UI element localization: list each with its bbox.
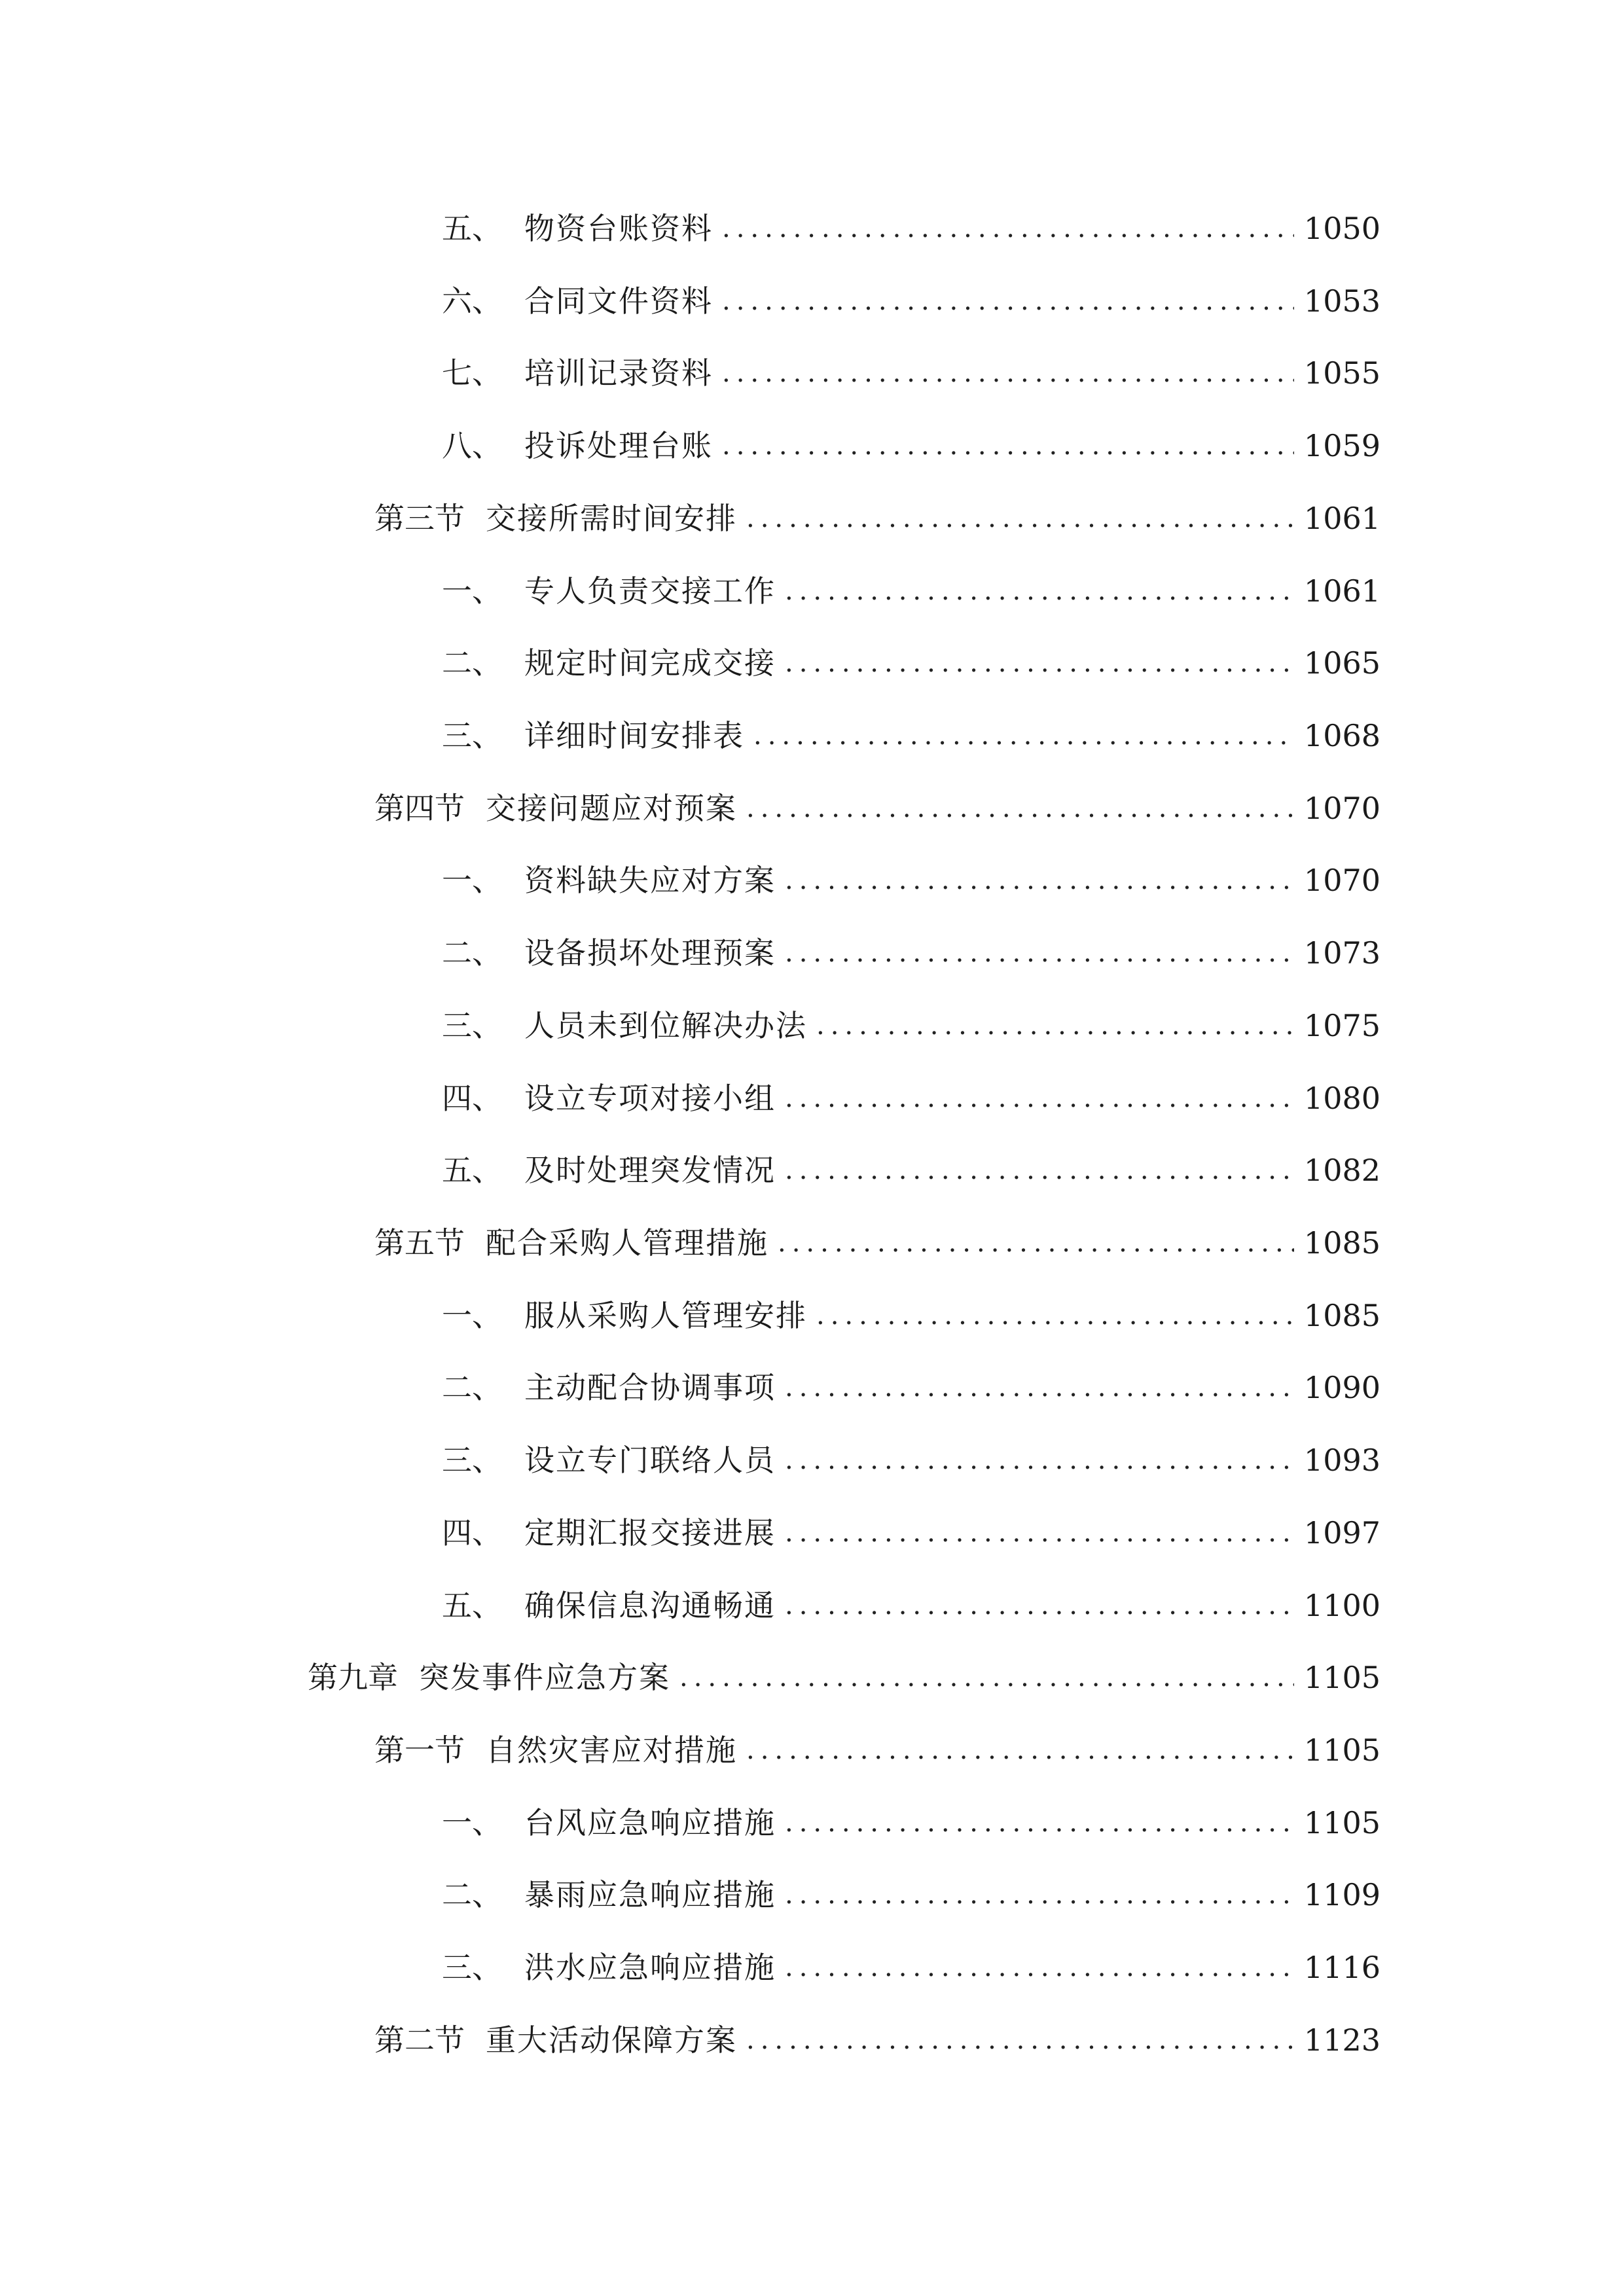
toc-entry-number: 二、 (442, 1877, 502, 1912)
dot-leader (785, 1072, 1294, 1124)
toc-entry-title: 重大活动保障方案 (486, 2022, 737, 2058)
toc-entry[interactable] (442, 1144, 1380, 1196)
toc-entry[interactable] (442, 854, 1380, 906)
toc-entry-title: 暴雨应急响应措施 (524, 1877, 776, 1912)
toc-entry-number: 一、 (442, 863, 502, 898)
toc-entry-page: 1123 (1303, 2022, 1380, 2058)
dot-leader (816, 999, 1294, 1052)
dot-leader (785, 1941, 1294, 1994)
toc-entry[interactable] (374, 782, 1380, 834)
toc-entry-page: 1061 (1303, 573, 1380, 609)
toc-entry-page: 1105 (1303, 1732, 1380, 1768)
toc-entry-page: 1068 (1303, 718, 1380, 753)
dot-leader (679, 1651, 1294, 1704)
toc-entry[interactable] (442, 1797, 1380, 1849)
dot-leader (722, 420, 1294, 472)
toc-entry[interactable] (442, 999, 1380, 1052)
toc-entry-title: 设备损坏处理预案 (524, 935, 776, 971)
toc-entry-title: 规定时间完成交接 (524, 645, 776, 681)
toc-entry-title: 台风应急响应措施 (524, 1805, 776, 1840)
toc-entry-number: 三、 (442, 718, 502, 753)
toc-entry-page: 1100 (1303, 1588, 1380, 1623)
toc-entry-page: 1093 (1303, 1443, 1380, 1478)
dot-leader (753, 709, 1294, 762)
toc-entry-number: 第三节 (374, 501, 465, 536)
dot-leader (785, 1144, 1294, 1196)
toc-entry-number: 三、 (442, 1443, 502, 1478)
toc-entry-page: 1090 (1303, 1370, 1380, 1405)
toc-entry-number: 一、 (442, 1805, 502, 1840)
toc-entry-title: 详细时间安排表 (524, 718, 744, 753)
toc-entry-page: 1061 (1303, 501, 1380, 536)
toc-entry-title: 培训记录资料 (524, 355, 713, 391)
toc-entry-page: 1055 (1303, 355, 1380, 391)
toc-entry[interactable] (442, 637, 1380, 689)
toc-entry-title: 突发事件应急方案 (419, 1660, 670, 1695)
toc-entry-number: 三、 (442, 1008, 502, 1043)
toc-entry-page: 1073 (1303, 935, 1380, 971)
toc-entry-title: 投诉处理台账 (524, 428, 713, 463)
dot-leader (785, 1434, 1294, 1486)
toc-entry[interactable] (442, 1941, 1380, 1994)
dot-leader (785, 1797, 1294, 1849)
toc-entry-page: 1082 (1303, 1153, 1380, 1188)
toc-entry-number: 第二节 (374, 2022, 465, 2058)
toc-entry-page: 1105 (1303, 1660, 1380, 1695)
toc-entry-page: 1097 (1303, 1515, 1380, 1551)
toc-entry[interactable] (374, 1724, 1380, 1776)
toc-entry[interactable] (442, 709, 1380, 762)
dot-leader (785, 927, 1294, 979)
toc-entry-number: 一、 (442, 573, 502, 609)
toc-entry-number: 二、 (442, 645, 502, 681)
toc-entry[interactable] (442, 420, 1380, 472)
dot-leader (746, 492, 1294, 545)
toc-entry-number: 二、 (442, 1370, 502, 1405)
toc-entry-page: 1085 (1303, 1225, 1380, 1261)
toc-entry-title: 设立专门联络人员 (524, 1443, 776, 1478)
toc-entry-title: 自然灾害应对措施 (486, 1732, 737, 1768)
toc-entry[interactable] (442, 1434, 1380, 1486)
toc-entry-title: 专人负责交接工作 (524, 573, 776, 609)
dot-leader (746, 1724, 1294, 1776)
toc-entry[interactable] (442, 1361, 1380, 1414)
dot-leader (785, 565, 1294, 617)
toc-entry-title: 定期汇报交接进展 (524, 1515, 776, 1551)
toc-entry-page: 1109 (1303, 1877, 1380, 1912)
dot-leader (746, 782, 1294, 834)
toc-entry-number: 六、 (442, 283, 502, 319)
toc-entry[interactable] (442, 202, 1380, 255)
toc-entry-title: 物资台账资料 (524, 211, 713, 246)
toc-entry[interactable] (442, 1072, 1380, 1124)
toc-entry[interactable] (374, 2014, 1380, 2066)
toc-entry-title: 人员未到位解决办法 (524, 1008, 807, 1043)
toc-entry-number: 第九章 (308, 1660, 398, 1695)
dot-leader (785, 1507, 1294, 1559)
toc-entry-page: 1080 (1303, 1081, 1380, 1116)
dot-leader (785, 1869, 1294, 1921)
toc-entry-page: 1053 (1303, 283, 1380, 319)
toc-entry-page: 1070 (1303, 791, 1380, 826)
dot-leader (785, 637, 1294, 689)
dot-leader (785, 854, 1294, 906)
toc-entry[interactable] (442, 1579, 1380, 1632)
toc-entry[interactable] (374, 492, 1380, 545)
toc-entry-number: 一、 (442, 1298, 502, 1333)
toc-entry[interactable] (442, 565, 1380, 617)
toc-entry[interactable] (442, 1507, 1380, 1559)
toc-entry-title: 设立专项对接小组 (524, 1081, 776, 1116)
toc-entry-page: 1116 (1303, 1950, 1380, 1985)
toc-entry-number: 第一节 (374, 1732, 465, 1768)
dot-leader (778, 1217, 1294, 1269)
toc-entry-page: 1050 (1303, 211, 1380, 246)
toc-entry-number: 七、 (442, 355, 502, 391)
dot-leader (816, 1289, 1294, 1342)
toc-entry-page: 1070 (1303, 863, 1380, 898)
toc-entry-number: 八、 (442, 428, 502, 463)
toc-entry-title: 确保信息沟通畅通 (524, 1588, 776, 1623)
dot-leader (785, 1579, 1294, 1632)
toc-entry[interactable] (442, 927, 1380, 979)
toc-entry-page: 1075 (1303, 1008, 1380, 1043)
toc-entry[interactable] (442, 1289, 1380, 1342)
dot-leader (722, 275, 1294, 327)
toc-entry-title: 配合采购人管理措施 (486, 1225, 768, 1261)
toc-entry-page: 1105 (1303, 1805, 1380, 1840)
toc-entry-number: 二、 (442, 935, 502, 971)
toc-entry[interactable] (308, 1651, 1380, 1704)
toc-entry-number: 五、 (442, 1588, 502, 1623)
toc-entry-number: 四、 (442, 1081, 502, 1116)
toc-entry-title: 交接所需时间安排 (486, 501, 737, 536)
toc-entry-page: 1065 (1303, 645, 1380, 681)
toc-entry-number: 三、 (442, 1950, 502, 1985)
toc-entry-number: 四、 (442, 1515, 502, 1551)
dot-leader (746, 2014, 1294, 2066)
toc-entry[interactable] (442, 275, 1380, 327)
toc-entry-title: 合同文件资料 (524, 283, 713, 319)
toc-entry-title: 服从采购人管理安排 (524, 1298, 807, 1333)
toc-entry[interactable] (374, 1217, 1380, 1269)
toc-entry-number: 五、 (442, 1153, 502, 1188)
dot-leader (722, 347, 1294, 399)
toc-entry-title: 主动配合协调事项 (524, 1370, 776, 1405)
toc-entry-number: 五、 (442, 211, 502, 246)
toc-entry-page: 1059 (1303, 428, 1380, 463)
dot-leader (785, 1361, 1294, 1414)
toc-entry[interactable] (442, 1869, 1380, 1921)
dot-leader (722, 202, 1294, 255)
toc-entry-title: 及时处理突发情况 (524, 1153, 776, 1188)
toc-entry-title: 洪水应急响应措施 (524, 1950, 776, 1985)
toc-entry-title: 交接问题应对预案 (486, 791, 737, 826)
toc-entry-page: 1085 (1303, 1298, 1380, 1333)
toc-entry-number: 第五节 (374, 1225, 465, 1261)
toc-entry-title: 资料缺失应对方案 (524, 863, 776, 898)
toc-entry[interactable] (442, 347, 1380, 399)
toc-entry-number: 第四节 (374, 791, 465, 826)
